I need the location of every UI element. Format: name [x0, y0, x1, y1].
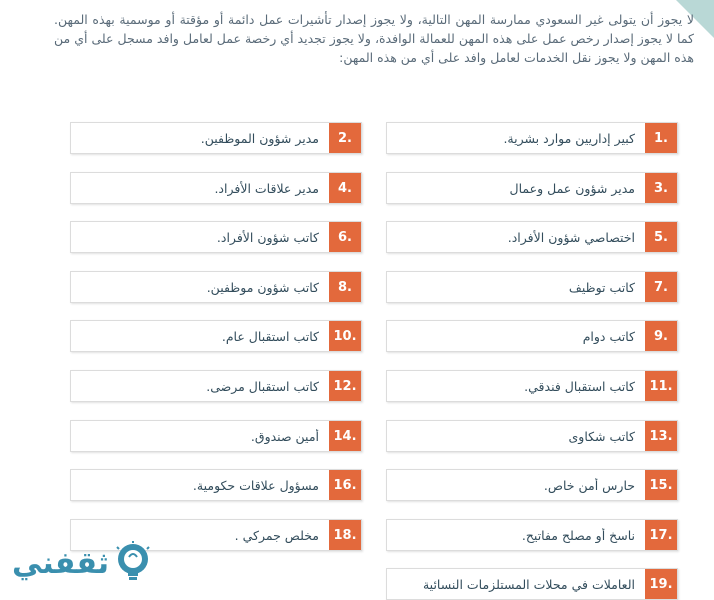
list-item [70, 172, 362, 204]
item-label: مدير شؤون الموظفين. [200, 130, 319, 146]
item-label: كبير إداريين موارد بشرية. [503, 130, 635, 146]
item-number: 12. [329, 371, 361, 401]
item-label: كاتب شكاوى [568, 428, 635, 444]
item-label: كاتب استقبال مرضى. [206, 378, 319, 394]
item-label: مسؤول علاقات حكومية. [192, 477, 319, 493]
item-number: 5. [645, 222, 677, 252]
logo-text: ثقفني [12, 545, 110, 581]
list-item [70, 420, 362, 452]
item-label: مدير شؤون عمل وعمال [509, 180, 635, 196]
item-number: 8. [329, 272, 361, 302]
item-number: 3. [645, 173, 677, 203]
list-item [70, 221, 362, 253]
list-item [386, 370, 678, 402]
item-label: كاتب استقبال عام. [221, 328, 319, 344]
item-number: 15. [645, 470, 677, 500]
list-item [386, 122, 678, 154]
list-item [70, 469, 362, 501]
item-number: 16. [329, 470, 361, 500]
item-label: كاتب شؤون الأفراد. [216, 229, 319, 245]
item-number: 19. [645, 569, 677, 599]
list-item [70, 122, 362, 154]
item-label: كاتب توظيف [568, 279, 635, 295]
item-number: 9. [645, 321, 677, 351]
list-item [386, 320, 678, 352]
item-number: 2. [329, 123, 361, 153]
item-label: أمين صندوق. [250, 428, 319, 444]
list-item [70, 271, 362, 303]
list-item [70, 370, 362, 402]
list-item [386, 420, 678, 452]
list-item [386, 172, 678, 204]
item-number: 14. [329, 421, 361, 451]
item-label: كاتب دوام [582, 328, 635, 344]
item-label: اختصاصي شؤون الأفراد. [507, 229, 635, 245]
item-label: كاتب استقبال فندقي. [524, 378, 635, 394]
site-logo [12, 538, 182, 588]
list-item [386, 568, 678, 600]
item-number: 11. [645, 371, 677, 401]
item-label: مخلص جمركي . [234, 527, 319, 543]
item-number: 1. [645, 123, 677, 153]
list-item [386, 469, 678, 501]
item-label: كاتب شؤون موظفين. [206, 279, 319, 295]
item-number: 17. [645, 520, 677, 550]
item-number: 10. [329, 321, 361, 351]
list-item [386, 221, 678, 253]
item-number: 6. [329, 222, 361, 252]
list-item [386, 271, 678, 303]
item-label: العاملات في محلات المستلزمات النسائية [422, 576, 635, 592]
list-item [70, 320, 362, 352]
item-number: 13. [645, 421, 677, 451]
intro-paragraph: لا يجوز أن يتولى غير السعودي ممارسة المهن التالية، ولا يجوز إصدار تأشيرات عمل دائمة أو مؤقتة أو موسمية بهذه المهن. كما لا يجوز إصدار رخص عمل على هذه المهن للعمالة الوافدة، ولا يجوز تجديد أي رخصة عمل لعامل وافد مسجل على أي من هذه المهن ولا يجوز نقل الخدمات لعامل وافد على أي من هذه المهن: [54, 12, 694, 65]
lightbulb-icon [113, 541, 153, 585]
item-number: 4. [329, 173, 361, 203]
item-label: مدير علاقات الأفراد. [214, 180, 319, 196]
item-number: 7. [645, 272, 677, 302]
item-label: ناسخ أو مصلح مفاتيح. [521, 527, 635, 543]
item-label: حارس أمن خاص. [543, 477, 635, 493]
list-item [386, 519, 678, 551]
item-number: 18. [329, 520, 361, 550]
